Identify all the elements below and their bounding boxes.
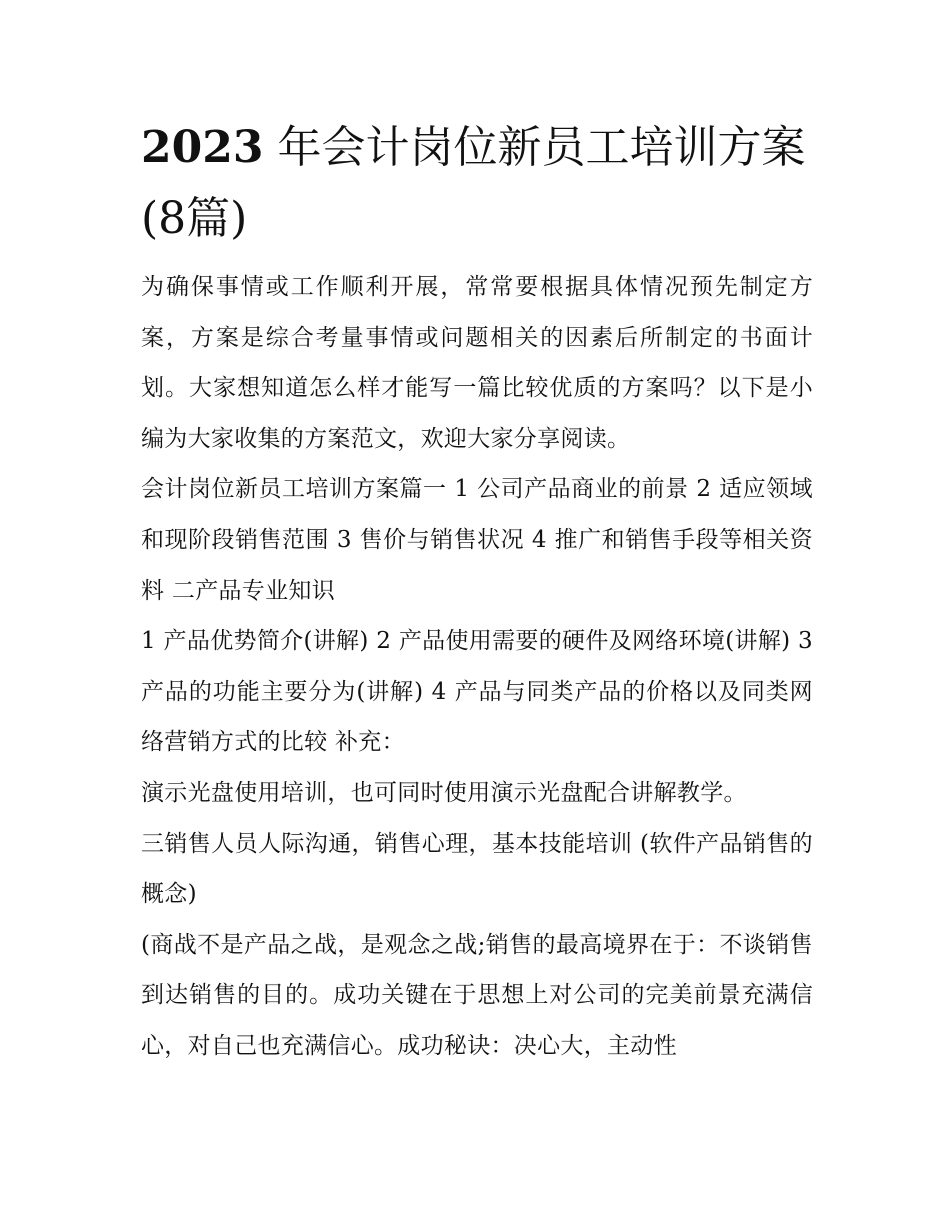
document-title — [141, 112, 813, 254]
business-war-paragraph: (商战不是产品之战，是观念之战;销售的最高境界在于：不谈销售到达销售的目的。成功关键在于思想上对公司的完美前景充满信心，对自己也充满信心。成功秘诀：决心大，主动性 — [141, 931, 813, 1059]
intro-paragraph: 为确保事情或工作顺利开展，常常要根据具体情况预先制定方案，方案是综合考量事情或问题相关的因素后所制定的书面计划。大家想知道怎么样才能写一篇比较优质的方案吗？以下是小编为大家收集的方案范文，欢迎大家分享阅读。 — [141, 274, 813, 452]
document-page — [141, 112, 813, 1072]
document-title-year: 2023 — [141, 122, 264, 173]
demo-disc-paragraph: 演示光盘使用培训，也可同时使用演示光盘配合讲解教学。 — [141, 779, 747, 806]
section-one-paragraph: 会计岗位新员工培训方案篇一 1 公司产品商业的前景 2 适应领域和现阶段销售范围 3 售价与销售状况 4 推广和销售手段等相关资料 二产品专业知识 — [141, 476, 813, 604]
sales-training-paragraph: 三销售人员人际沟通，销售心理，基本技能培训 (软件产品销售的概念) — [141, 830, 813, 908]
product-knowledge-paragraph: 1 产品优势简介(讲解) 2 产品使用需要的硬件及网络环境(讲解) 3 产品的功能主要分为(讲解) 4 产品与同类产品的价格以及同类网络营销方式的比较 补充： — [141, 628, 813, 756]
document-title-text: 年会计岗位新员工培训方案(8篇) — [141, 122, 806, 244]
